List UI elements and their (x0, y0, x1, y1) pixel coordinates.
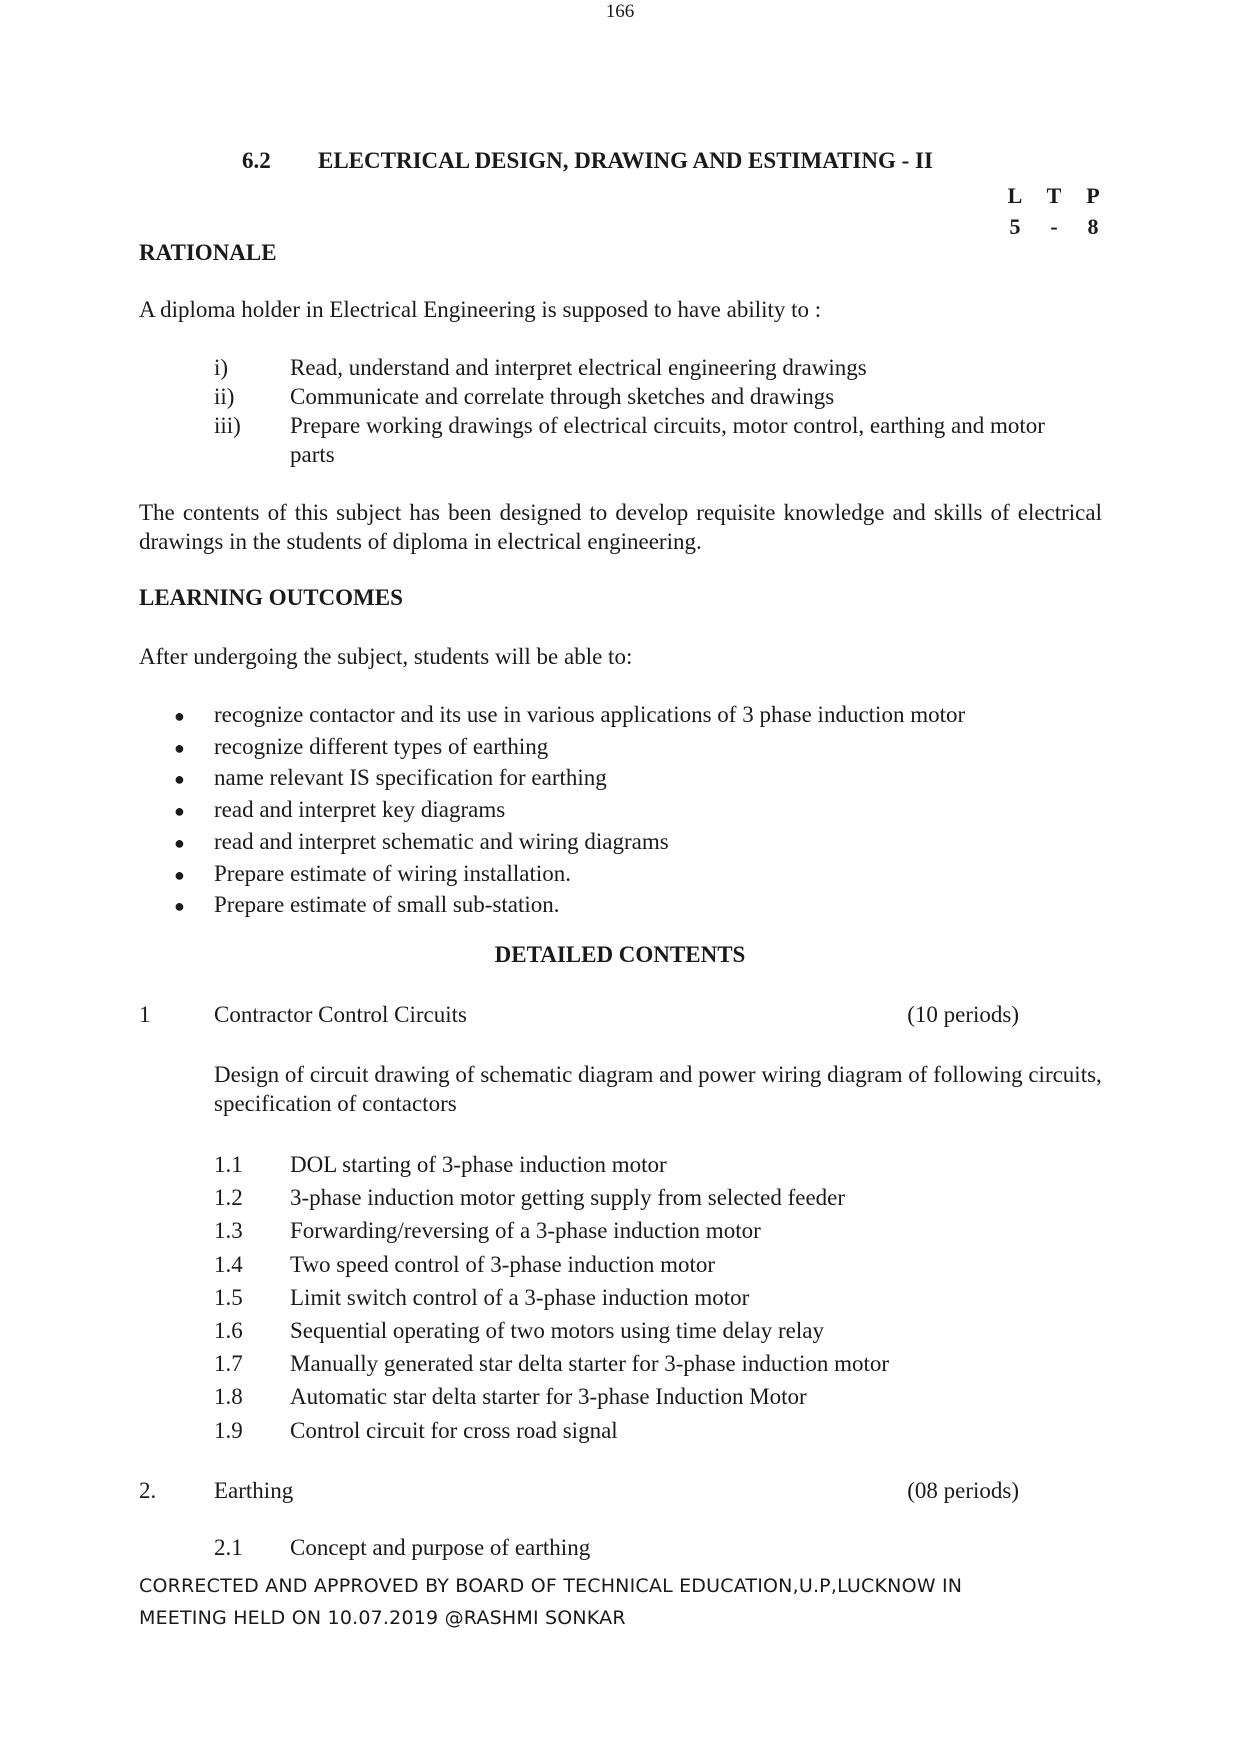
unit-1-topics (214, 1148, 889, 1447)
topic-text: Limit switch control of a 3-phase induction motor (290, 1284, 750, 1310)
learning-outcomes-list (174, 700, 965, 922)
list-item-text: Read, understand and interpret electrical engineering drawings (290, 355, 867, 380)
list-marker: i) (214, 355, 229, 380)
list-item (214, 411, 1070, 469)
list-marker: iii) (214, 413, 241, 438)
list-item-text: Prepare working drawings of electrical circuits, motor control, earthing and motor parts (290, 413, 1045, 467)
topic-text: Concept and purpose of earthing (290, 1535, 591, 1560)
topic-number: 2.1 (214, 1535, 243, 1560)
unit-periods: (10 periods) (907, 1002, 1019, 1027)
topic-text: Control circuit for cross road signal (290, 1417, 618, 1443)
course-number: 6.2 (242, 148, 271, 173)
page-number: 166 (605, 1, 635, 22)
bullet-icon: ● (174, 737, 185, 758)
topic-text: Manually generated star delta starter for 3-phase induction motor (290, 1351, 890, 1377)
ltp-p-header: P (1086, 183, 1100, 208)
list-marker: ii) (214, 384, 235, 409)
unit-number: 2. (139, 1478, 157, 1503)
list-item (214, 1380, 889, 1413)
footer-note (139, 1570, 962, 1634)
unit-2-header (139, 1478, 1019, 1504)
rationale-closing: The contents of this subject has been designed to develop requisite knowledge and skills of electrical drawings in the students of diploma in electrical engineering. (139, 500, 1102, 554)
unit-2-topics (214, 1531, 590, 1564)
topic-text: Automatic star delta starter for 3-phase Induction Motor (290, 1384, 807, 1410)
unit-title: Contractor Control Circuits (214, 1002, 467, 1027)
topic-number: 1.5 (214, 1284, 243, 1310)
list-item (174, 827, 965, 859)
topic-number: 1.6 (214, 1318, 243, 1344)
topic-number: 1.4 (214, 1251, 243, 1277)
unit-periods: (08 periods) (907, 1478, 1019, 1503)
list-item (214, 1181, 889, 1214)
bullet-icon: ● (174, 769, 185, 790)
footer-line-2: MEETING HELD ON 10.07.2019 @RASHMI SONKAR (139, 1607, 626, 1629)
bullet-icon: ● (174, 801, 185, 822)
list-item-text: Prepare estimate of wiring installation. (214, 860, 572, 886)
list-item-text: recognize contactor and its use in various applications of 3 phase induction motor (214, 702, 966, 727)
list-item-text: Communicate and correlate through sketches and drawings (290, 384, 835, 409)
list-item (214, 1214, 889, 1247)
list-item (214, 382, 1070, 411)
ltp-values (1000, 211, 1108, 242)
list-item (214, 1148, 889, 1181)
list-item (214, 1531, 590, 1564)
ltp-l-header: L (1007, 183, 1023, 208)
unit-1-description: Design of circuit drawing of schematic diagram and power wiring diagram of following circuits, specification of contactors (214, 1062, 1102, 1116)
list-item (174, 732, 965, 764)
learning-outcomes-intro: After undergoing the subject, students will be able to: (139, 644, 633, 669)
list-item (174, 763, 965, 795)
list-item (214, 1347, 889, 1380)
list-item (174, 700, 965, 732)
list-item (214, 353, 1070, 382)
ltp-t-value: - (1050, 214, 1058, 239)
ltp-headers (1000, 180, 1108, 211)
topic-number: 1.1 (214, 1152, 243, 1177)
footer-line-1: CORRECTED AND APPROVED BY BOARD OF TECHNICAL EDUCATION,U.P,LUCKNOW IN (139, 1575, 963, 1597)
topic-text: Two speed control of 3-phase induction motor (290, 1251, 716, 1277)
bullet-icon: ● (174, 896, 185, 917)
ltp-table (1000, 180, 1108, 242)
learning-outcomes-heading: LEARNING OUTCOMES (139, 585, 403, 610)
unit-number: 1 (139, 1002, 151, 1027)
list-item-text: Prepare estimate of small sub-station. (214, 892, 560, 918)
list-item (214, 1414, 889, 1447)
topic-text: DOL starting of 3-phase induction motor (290, 1152, 667, 1177)
list-item (174, 859, 965, 891)
unit-1-header (139, 1002, 1019, 1028)
list-item (174, 795, 965, 827)
topic-number: 1.3 (214, 1218, 243, 1244)
bullet-icon: ● (174, 832, 185, 853)
ltp-l-value: 5 (1009, 214, 1021, 239)
list-item (214, 1281, 889, 1314)
list-item-text: read and interpret schematic and wiring diagrams (214, 828, 669, 854)
topic-text: Sequential operating of two motors using time delay relay (290, 1318, 824, 1344)
course-title-text: ELECTRICAL DESIGN, DRAWING AND ESTIMATING - II (318, 148, 933, 173)
detailed-contents-heading: DETAILED CONTENTS (494, 942, 746, 967)
list-item-text: recognize different types of earthing (214, 733, 549, 759)
ltp-t-header: T (1046, 183, 1062, 208)
rationale-heading: RATIONALE (139, 240, 277, 265)
topic-text: 3-phase induction motor getting supply from selected feeder (290, 1185, 846, 1211)
list-item-text: name relevant IS specification for earthing (214, 765, 607, 791)
topic-number: 1.2 (214, 1185, 243, 1211)
topic-number: 1.8 (214, 1384, 243, 1410)
list-item (214, 1248, 889, 1281)
unit-title: Earthing (214, 1478, 294, 1503)
topic-number: 1.9 (214, 1417, 243, 1443)
rationale-list (214, 353, 1070, 469)
list-item-text: read and interpret key diagrams (214, 797, 506, 823)
list-item (214, 1314, 889, 1347)
rationale-intro: A diploma holder in Electrical Engineering is supposed to have ability to : (139, 297, 822, 322)
bullet-icon: ● (174, 706, 185, 726)
course-title (242, 148, 933, 174)
list-item (174, 890, 965, 922)
ltp-p-value: 8 (1087, 214, 1099, 239)
topic-text: Forwarding/reversing of a 3-phase induction motor (290, 1218, 761, 1244)
topic-number: 1.7 (214, 1351, 243, 1377)
bullet-icon: ● (174, 864, 185, 885)
